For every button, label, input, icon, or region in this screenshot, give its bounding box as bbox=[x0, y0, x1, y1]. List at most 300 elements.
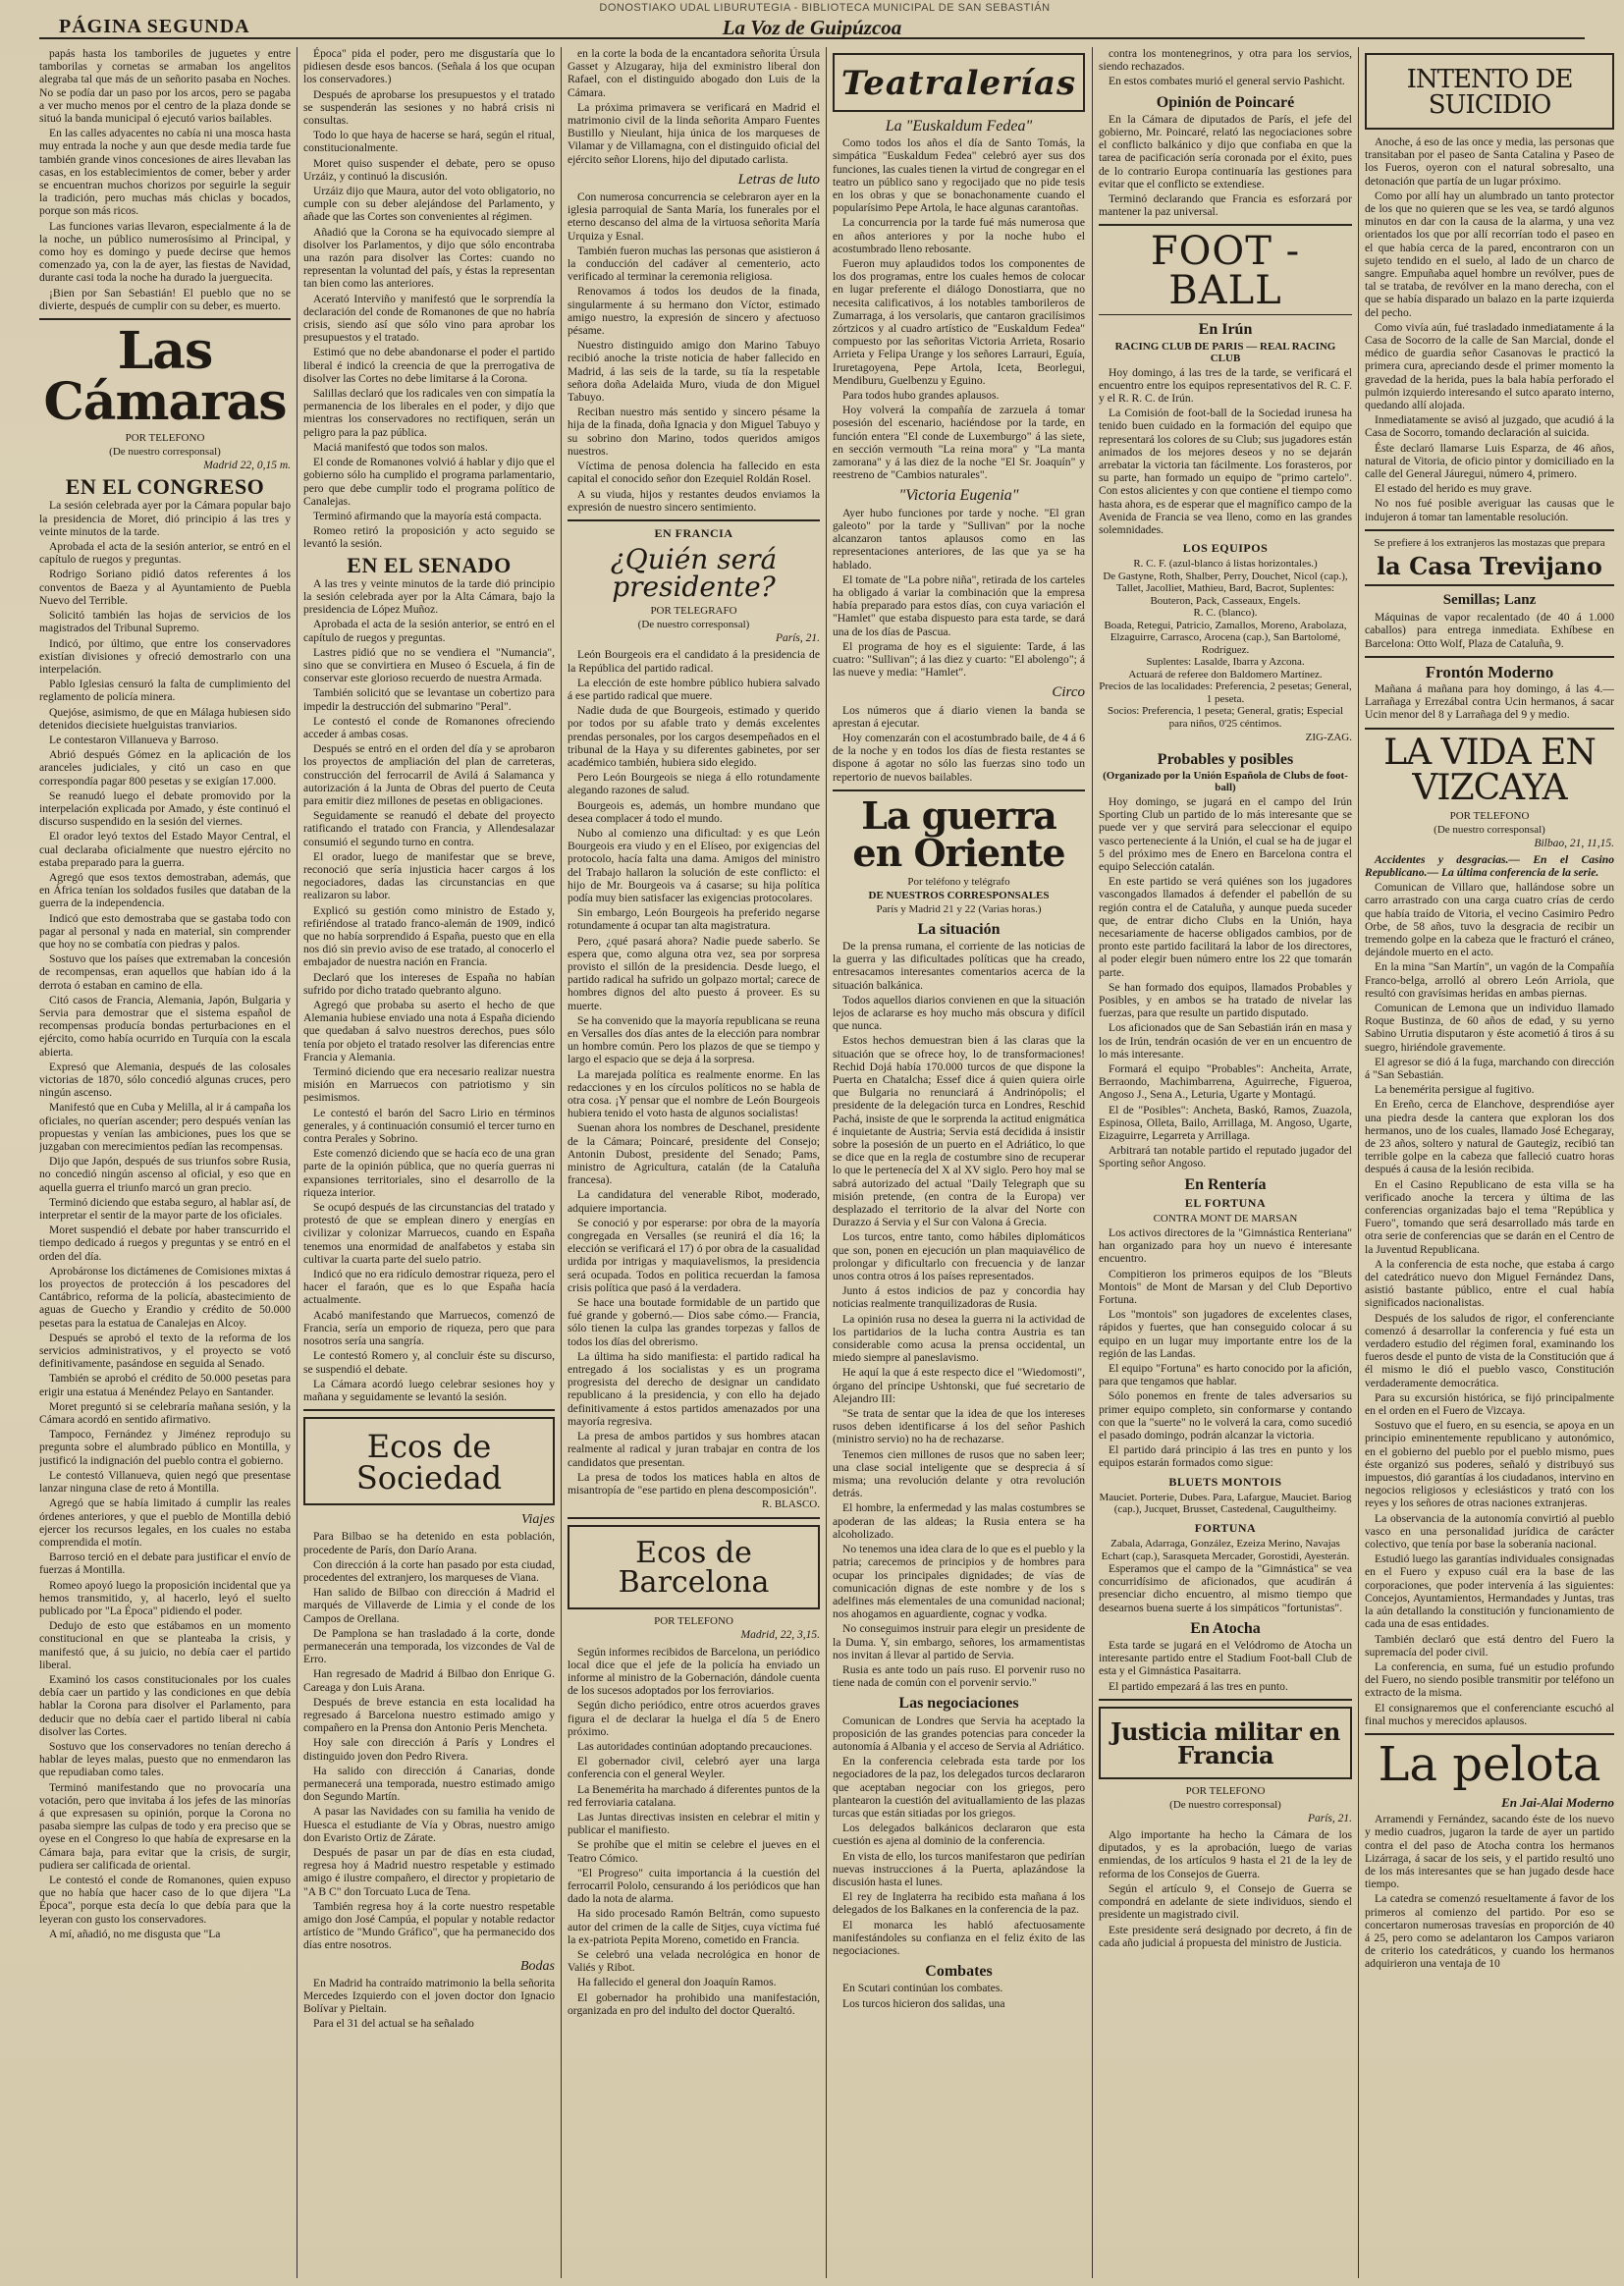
paragraph: Este presidente será designado por decreto, á fin de cada año judicial á propuesta del ministro de Justicia. bbox=[1099, 1923, 1352, 1949]
dateline: Madrid, 22, 3,15. bbox=[740, 1629, 820, 1642]
paragraph: El de "Posibles": Ancheta, Baskó, Ramos, Zuazola, Espinosa, Olleta, Bailo, Arrillaga, M. Angoso, Ugarte, Eizaguirre, Legarreta y Arrillaga. bbox=[1099, 1103, 1352, 1142]
paragraph: Los delegados balkánicos declararon que esta cuestión es ajena al dominio de la conferencia. bbox=[833, 1822, 1085, 1848]
paragraph: En Ereño, cerca de Elanchove, desprendióse ayer una piedra desde la cantera que exploran los dos hermanos, uno de los cuales, llamado José Echegaray, de 23 años, soltero y natural de Gautegiz, recibió tan terrible golpe en la cabeza que falleció cuatro horas después á causa de la lesión recibida. bbox=[1365, 1098, 1614, 1176]
paragraph: Según el artículo 9, el Consejo de Guerra se compondrá en adelante de siete individuos, siendo el presidente un magistrado civil. bbox=[1099, 1881, 1352, 1922]
paragraph: El agresor se dió á la fuga, marchando con dirección á "San Sebastián. bbox=[1365, 1055, 1614, 1081]
paragraph: Añadió que la Corona se ha equivocado siempre al disolver los Parlamentos, y dijo que sólo encontraba una razón para disolver las Cortes: cuando no representan la voluntad del país, y éstas la representan tan bien como las anteriores. bbox=[303, 225, 555, 291]
renteria-end bbox=[1099, 1562, 1352, 1614]
por-telefono: POR TELEFONO bbox=[125, 432, 205, 445]
bleuts-heading: BLUETS MONTOIS bbox=[1168, 1474, 1282, 1489]
paragraph: La sesión celebrada ayer por la Cámara popular bajo la presidencia de Moret, dió principio á las tres y veinte minutos de la tarde. bbox=[39, 499, 291, 538]
ecos-sociedad-box bbox=[303, 1417, 555, 1505]
paragraph: Examinó los casos constitucionales por los cuales debía caer un partido y las condiciones en que debía hablar la Corona para disolver el Parlamento, para deducir que no debía caer el partido liberal ni cabía disolver las Cortes. bbox=[39, 1672, 291, 1738]
separator bbox=[303, 1409, 555, 1411]
justicia-box bbox=[1099, 1707, 1352, 1779]
paragraph: La presa de todos los matices habla en altos de misantropía de "ese partido en plena descomposición". bbox=[568, 1470, 820, 1497]
paragraph: Todos aquellos diarios convienen en que la situación lejos de aclararse es hoy mucho más obscura y difícil que nunca. bbox=[833, 993, 1085, 1033]
luto-article bbox=[568, 190, 820, 514]
paragraph: En las calles adyacentes no cabía ni una mosca hasta muy entrada la noche y aun que desde media tarde fue también grande vinos concesiones de aires llevaban las casas, en los establecimientos de comer, beber y arder se encuentran muchos chorizos por seguirle la seguir la tradición, pero muchas más chiclas y bocados, porque son más ricos. bbox=[39, 127, 291, 218]
situacion-heading: La situación bbox=[917, 920, 1001, 938]
column-2 bbox=[303, 47, 555, 2276]
paragraph: El programa de hoy es el siguiente: Tarde, á las cuatro: "Sullivan"; á las diez y cuarto: "El abolengo"; á las nueve y media: "Hamlet". bbox=[833, 639, 1085, 680]
separator bbox=[1365, 529, 1614, 531]
paragraph: A mí, añadió, no me disgusta que "La bbox=[49, 1927, 221, 1940]
paragraph: Hoy domingo, se jugará en el campo del Irún Sporting Club un partido de lo más interesante que se puede ver y que servirá para seleccionar el equipo vasco perteneciente á la Unión, el cual se ha de jugar el 5 del próximo mes de Enero en Barcelona contra el equipo Selección catalán. bbox=[1099, 794, 1352, 873]
paragraph: También fueron muchas las personas que asistieron á la conducción del cadáver al cementerio, acto verificado al terminar la ceremonia religiosa. bbox=[568, 244, 820, 284]
paragraph: Esperamos que el campo de la "Gimnástica" se vea concurridísimo de aficionados, que acudirán á presenciar dicho encuentro, al mismo tiempo que desearnos buena suerte á los simpáticos "fortunistas". bbox=[1099, 1562, 1352, 1614]
newspaper-name: La Voz de Guipúzcoa bbox=[722, 16, 902, 39]
paragraph: Tampoco, Fernández y Jiménez reprodujo su pregunta sobre el alumbrado público en Montilla, y justificó la indignación del pueblo contra el gobierno. bbox=[39, 1428, 291, 1467]
paragraph: R. C. F. (azul-blanco á listas horizontales.) bbox=[1133, 558, 1318, 571]
paragraph: Indicó que no era ridículo demostrar riqueza, pero el hacer el faraón, que es lo que España hacía actualmente. bbox=[303, 1268, 555, 1307]
teatralerias-title: Teatralerías bbox=[840, 64, 1077, 103]
paragraph: Hoy comenzarán con el acostumbrado baile, de 4 á 6 de la noche y en todos los días de fiesta restantes se dispone á agotar no sólo las fuerzas sino todo un repertorio de nuevos bailables. bbox=[833, 731, 1085, 784]
paragraph: La marejada política es realmente enorme. En las redacciones y en los círculos políticos no se habla de otra cosa. ¡Y pensar que el nombre de León Bourgeois hubiera tenido el voto hasta de algunos socialistas! bbox=[568, 1067, 820, 1120]
signature: ZIG-ZAG. bbox=[1305, 732, 1352, 744]
renteria-heading: En Rentería bbox=[1184, 1175, 1267, 1193]
paragraph: Moret preguntó si se celebraría mañana sesión, y la Cámara acordó en sentido afirmativo. bbox=[39, 1399, 291, 1427]
por-telefono: POR TELEFONO bbox=[1449, 809, 1530, 822]
justicia-title: Justicia militar en Francia bbox=[1110, 1716, 1340, 1769]
paragraph: Como por allí hay un alumbrado un tanto protector de los que no quieren que se les vea, se tardó algunos minutos en dar con la causa de la alarma, y una vez orientados los que por allí recorrían todo el paseo en el que había cerca de la pared, encontraron con un sujeto tendido en el suelo, al lado de un charco de sangre. Empuñaba aquel hombre un revólver, pues de tal se trataba, de revólver en la mano derecha, con el que se había disparado un balazo en la parte izquierda del pecho. bbox=[1365, 189, 1614, 319]
paragraph: Pero León Bourgeois se niega á ello rotundamente alegando razones de salud. bbox=[568, 771, 820, 797]
poincare-heading: Opinión de Poincaré bbox=[1156, 93, 1295, 111]
paragraph: El tomate de "La pobre niña", retirada de los carteles ha obligado á variar la combinación que la empresa había preparado para estos días, con cuya variación el "Hamlet" que estaba dispuesto para esta tarde, se dará una de los días de Pascua. bbox=[833, 572, 1085, 638]
por-telefono: POR TELEFONO bbox=[1185, 1784, 1266, 1797]
paragraph: Se hace una boutade formidable de un partido que fué grande y gobernó.— Dios sabe cómo.— Francia, sólo tienen la culpa las grandes torpezas y fallos de todos los días del obrerismo. bbox=[568, 1296, 820, 1348]
senado-title: EN EL SENADO bbox=[347, 552, 512, 577]
paragraph: Se prohíbe que el mitin se celebre el jueves en el Teatro Cómico. bbox=[568, 1838, 820, 1865]
paragraph: Se ocupó después de las circunstancias del tratado y protestó de que se emplean dinero y energías en civilizar y colonizar Marruecos, cuando en España tenemos una enormidad de analfabetos y estaba sin cultivar la cuarta parte del suelo patrio. bbox=[303, 1201, 555, 1266]
congreso-article bbox=[39, 499, 291, 1940]
paragraph: Formará el equipo "Probables": Ancheita, Arrate, Berraondo, Machimbarrena, Aguirreche, Figueroa, Angoso J., Sena A., Leturia, Ugarte y Montagú. bbox=[1099, 1061, 1352, 1102]
paragraph: Arramendi y Fernández, sacando éste de los nuevo y medio cuadros, jugaron la tarde de ayer un partido contra el del paso de Atocha contra los hermanos Lizárraga, á sacar de los seis, y el partido resultó uno de los más interesantes que se han jugado desde hace tiempo. bbox=[1365, 1813, 1614, 1891]
dateline: París, 21. bbox=[1307, 1812, 1352, 1824]
paragraph: Algo importante ha hecho la Cámara de los diputados, y es la aprobación, luego de varias enmiendas, de los artículos 9 hasta el 21 de la ley de reforma de los Consejos de Guerra. bbox=[1099, 1828, 1352, 1880]
paragraph: El hombre, la enfermedad y las malas costumbres se apoderan de las aldeas; la Rusia entera se ha alcoholizado. bbox=[833, 1501, 1085, 1541]
paragraph: El equipo "Fortuna" es harto conocido por la afición, para que tengamos que hablar. bbox=[1099, 1362, 1352, 1388]
column-rule bbox=[826, 47, 827, 2278]
paragraph: En vista de ello, los turcos manifestaron que pedirían nuevas instrucciones á la Puerta, aplazándose la discusión hasta el lunes. bbox=[833, 1849, 1085, 1888]
paragraph: Éste declaró llamarse Luis Esparza, de 46 años, natural de Vitoria, de oficio pintor y domiciliado en la calle del General Jáuregui, número 4, primero. bbox=[1365, 441, 1614, 481]
congreso-title: EN EL CONGRESO bbox=[65, 474, 265, 500]
paragraph: Suplentes: Lasalde, Ibarra y Azcona. bbox=[1146, 656, 1305, 669]
paragraph: El orador, luego de manifestar que se breve, reconoció que sería injusticia hacer cargos á los negociadores, dadas las circunstancias en que realizaron su labor. bbox=[303, 849, 555, 902]
paragraph: La benemérita persigue al fugitivo. bbox=[1375, 1083, 1535, 1097]
dateline: París, 21. bbox=[775, 632, 820, 645]
paragraph: También declaró que está dentro del Fuero la supremacía del poder civil. bbox=[1365, 1632, 1614, 1659]
paragraph: El orador leyó textos del Estado Mayor Central, el cual declaraba oficialmente que nuestro ejército no estaba preparado para la guerra. bbox=[39, 830, 291, 869]
paragraph: La conferencia, en suma, fué un estudio profundo del Fuero, no siendo posible transmitir por teléfono un extracto de la misma. bbox=[1365, 1660, 1614, 1700]
por-telegrafo: POR TELEGRAFO bbox=[650, 605, 737, 618]
paragraph: Se ha convenido que la mayoría republicana se reuna en Versalles dos días antes de la elección para nombrar un hombre común. Pero los plazos de que se tiempo y largo el espacio que se deja á la sorpresa. bbox=[568, 1013, 820, 1066]
paragraph: Con numerosa concurrencia se celebraron ayer en la iglesia parroquial de Santa María, los funerales por el eterno descanso del alma de la virtuosa señorita María Urquiza y Esnal. bbox=[568, 190, 820, 243]
paragraph: Fueron muy aplaudidos todos los componentes de los dos programas, entre los cuales hemos de colocar en lugar preferente el diálogo Donostiarra, que no necesita calificativos, á los notables tamborileros de Zumarraga, á los versolaris, que cantaron gracilísimos zórtzicos y al cuadro artístico de "Euskaldum Fedea" compuesto por las señoritas Victoria Arrieta, Rosario Arrieta y Felipa Urange y los señores Larrauri, Eguía, Iruretagoyena, Pepe Artola, Iceta, Beorlegui, Mendiburu, Guelbenzu y Eguino. bbox=[833, 257, 1085, 387]
paragraph: en la corte la boda de la encantadora señorita Úrsula Gasset y Alzugaray, hija del exministro liberal don Rafael, con el distinguido abogado don Luis de la Cámara. bbox=[568, 47, 820, 99]
equipos-heading: LOS EQUIPOS bbox=[1182, 541, 1269, 556]
separator bbox=[39, 318, 291, 320]
paragraph: Nuestro distinguido amigo don Marino Tabuyo recibió anoche la triste noticia de haber fallecido en Madrid, á las seis de la tarde, su tía la respetable señora doña Adelaida Muro, viuda de don Miguel Tabuyo. bbox=[568, 339, 820, 405]
paragraph: Este comenzó diciendo que se hacía eco de una gran parte de la opinión pública, que no quería guerras ni expansiones territoriales, sino el desarrollo de la riqueza interior. bbox=[303, 1147, 555, 1199]
por-telefono: POR TELEFONO bbox=[654, 1615, 733, 1628]
column-1 bbox=[39, 47, 291, 2276]
paragraph: Las Juntas directivas insisten en celebrar el mitin y publicar el manifiesto. bbox=[568, 1810, 820, 1837]
corresponsal-note: (De nuestro corresponsal) bbox=[1434, 823, 1545, 836]
paragraph: El monarca les habló afectuosamente manifestándoles su confianza en el feliz éxito de las negociaciones. bbox=[833, 1918, 1085, 1957]
trevijano-title: la Casa Trevijano bbox=[1377, 551, 1602, 580]
paragraph: Nubo al comienzo una dificultad: y es que León Bourgeois era viudo y en el Elíseo, por exigencias del protocolo, hacía falta una dama. Amigos del ministro del Trabajo hallaron la solución de este conflicto: el hijo de Mr. Bourgeois va á casarse; su hija política podía muy bien satisfacer las exigencias protocolares. bbox=[568, 826, 820, 904]
paragraph: Ayer hubo funciones por tarde y noche. "El gran galeoto" por la tarde y "Sullivan" por la noche alcanzaron tantos aplausos como en las representaciones anteriores, de las que ya se ha hablado. bbox=[833, 506, 1085, 572]
paragraph: Los números que á diario vienen la banda se aprestan á ejecutar. bbox=[833, 703, 1085, 730]
separator bbox=[1365, 656, 1614, 658]
viajes-article bbox=[303, 1530, 555, 1951]
paragraph: No nos fué posible averiguar las causas que le indujeron á tomar tan lamentable resolución. bbox=[1365, 497, 1614, 523]
paragraph: No conseguimos instruir para elegir un presidente de la Duma. Y, sin embargo, señores, los armamentistas nos invitan á llevar al partido de Servia. bbox=[833, 1622, 1085, 1661]
paragraph: Acabó manifestando que Marruecos, comenzó de Francia, sería un emporio de riqueza, pero que para nosotros sería una sangría. bbox=[303, 1308, 555, 1348]
renteria-article bbox=[1099, 1226, 1352, 1470]
paragraph: Estos hechos demuestran bien á las claras que la situación que se ofrece hoy, lo de transformaciones! Rechid Dojá había 170.000 turcos de que dispone la Puerta en Chatalcha; Essef dice á quien quiera oirle que Bulgaria no renunciará á Andrinópolis; el presidente de la delegación turca en Londres, Reschid Pachá, insiste de que le sorprenda la actitud enigmática é inquietante de Austria; Servia está decidida á insistir sobre la posesión de un puerto en el Adriático, lo que se dice que en la regla de costumbre sino de recuperar lo que le pertenecía del X al XV siglo. Pero hoy mal se sabrá autorizado del actual "Daily Telegraph que su misión pretende, (en contra de la Europa) ver desplazado el territorio de la alvar del Norte con Durazzo á Servia y el Sur con Valona á Grecia. bbox=[833, 1034, 1085, 1229]
paragraph: Rodrigo Soriano pidió datos referentes á los conventos de Baeza y al Ayuntamiento de Puebla Nuevo del Terrible. bbox=[39, 568, 291, 607]
paragraph: También solicitó que se levantase un cobertizo para impedir la destrucción del submarino "Peral". bbox=[303, 686, 555, 713]
paragraph: Explicó su gestión como ministro de Estado y, refiriéndose al tratado franco-alemán de 1909, indicó que no había sorprendido á España, puesto que en ella nos dió sin previo aviso de ese tratado, al conocerlo el embajador de nuestra nación en Francia. bbox=[303, 903, 555, 969]
paragraph: Dijo que Japón, después de sus triunfos sobre Rusia, no concedió ningún ascenso al oficial, y eso que en aquella guerra el triunfo marcó un gran precio. bbox=[39, 1155, 291, 1194]
paragraph: En el Casino Republicano de esta villa se ha verificado anoche la tercera y última de las conferencias organizadas bajo el tema "República y Fuero", tomando que será desarrollado más tarde en otra serie de conferencias que se darán en el Centro de la Juventud Republicana. bbox=[1365, 1177, 1614, 1256]
bodas-article bbox=[303, 1977, 555, 2031]
barcelona-article bbox=[568, 1646, 820, 2017]
separator bbox=[1365, 1733, 1614, 1735]
equipos-list bbox=[1099, 558, 1352, 730]
paragraph: La presa de ambos partidos y sus hombres atacan realmente al radical y juran trabajar en contra de los candidatos que presentan. bbox=[568, 1430, 820, 1469]
negociaciones-heading: Las negociaciones bbox=[898, 1695, 1019, 1713]
paragraph: León Bourgeois era el candidato á la presidencia de la República del partido radical. bbox=[568, 648, 820, 675]
poincare-article bbox=[1099, 113, 1352, 219]
paragraph: Para todos hubo grandes aplausos. bbox=[842, 389, 1000, 403]
paragraph: Agregó que esos textos demostraban, además, que en África tenían los soldados fusiles que databan de la guerra de la independencia. bbox=[39, 870, 291, 910]
paragraph: Se reanudó luego el debate promovido por la interpelación explicada por Amado, y éste continuó el discurso suspendido en la sesión del viernes. bbox=[39, 789, 291, 829]
paragraph: En la mina "San Martín", un vagón de la Compañía Franco-belga, arrolló al obrero León Arriola, que resultó con gravísimas heridas en ambas piernas. bbox=[1365, 960, 1614, 1000]
paragraph: Romeo apoyó luego la proposición incidental que ya hemos transmitido, y, al hacerlo, leyó el suelto publicado por "La Época" pidiendo el poder. bbox=[39, 1578, 291, 1617]
bodas-continued bbox=[568, 47, 820, 166]
probables-article bbox=[1099, 795, 1352, 1170]
paragraph: Nadie duda de que Bourgeois, estimado y querido por todos por su afable trato y demás excelentes prendas personales, por los cargos desempeñados en el tribunal de la Haya y su diferentes gabinetes, por ser académico también, hubiera sido elegido. bbox=[568, 704, 820, 769]
atocha-article bbox=[1099, 1639, 1352, 1693]
paragraph: No tenemos una idea clara de lo que es el pueblo y la patria; carecemos de principios y de hombres para ocupar los principales dignidades; de vías de comunicación dignas de este nombre y de los s adelfines más elementales de una comunidad nacional; nos ahogamos en aguardiente, cognac y vodka. bbox=[833, 1543, 1085, 1621]
paragraph: Le contestó Villanueva, quien negó que presentase lanzar ninguna clase de reto á Montilla. bbox=[39, 1468, 291, 1496]
paragraph: Para su excursión histórica, se fijó principalmente en el orden en el Fuero de Vizcaya. bbox=[1365, 1390, 1614, 1418]
paragraph: Esta tarde se jugará en el Velódromo de Atocha un interesante partido entre el Stadium Foot-ball Club de esta y el Gimnástica Pasaitarra. bbox=[1099, 1639, 1352, 1678]
paragraph: De Pamplona se han trasladado á la corte, donde permanecerán una temporada, los vizcondes de Val de Erro. bbox=[303, 1626, 555, 1666]
paragraph: Anoche, á eso de las once y media, las personas que transitaban por el paseo de Santa Catalina y Paseo de los Fueros, oyeron con el natural sobresalto, una detonación que partía de un lugar próximo. bbox=[1365, 136, 1614, 188]
paragraph: De la prensa rumana, el corriente de las noticias de la guerra y las dificultades políticas que ha creado, entresacamos interesantes comentarios acerca de la situación balkánica. bbox=[833, 939, 1085, 992]
paragraph: Los aficionados que de San Sebastián irán en masa y los de Irún, tendrán ocasión de ver en un encuentro de lo más interesante. bbox=[1099, 1021, 1352, 1061]
barcelona-box bbox=[568, 1525, 820, 1609]
francia-heading: EN FRANCIA bbox=[654, 525, 733, 540]
paragraph: Arbitrará tan notable partido el reputado jugador del Sporting señor Angoso. bbox=[1099, 1144, 1352, 1170]
vizcaya-lead: Accidentes y desgracias.— En el Casino Republicano.— La última conferencia de la serie. bbox=[1365, 852, 1614, 879]
column-rule bbox=[297, 47, 298, 2278]
paragraph: Renovamos á todos los deudos de la finada, singularmente á su hermano don Víctor, estimado amigo nuestro, la expresión de sincero y afectuoso pésame. bbox=[568, 285, 820, 338]
paragraph: Moret suspendió el debate por haber transcurrido el tiempo dedicado á ruegos y preguntas y se entró en el orden del día. bbox=[39, 1224, 291, 1263]
paragraph: La observancia de la autonomía convirtió al pueblo vasco en una personalidad jurídica de carácter colectivo, que tenía por base la soberanía nacional. bbox=[1365, 1511, 1614, 1551]
paragraph: Se celebró una velada necrológica en honor de Valiés y Ribot. bbox=[568, 1947, 820, 1975]
barcelona-title: Ecos de Barcelona bbox=[618, 1536, 770, 1601]
paragraph: Romeo retiró la proposición y acto seguido se levantó la sesión. bbox=[303, 524, 555, 551]
justicia-article bbox=[1099, 1828, 1352, 1949]
corresponsal-note: (De nuestro corresponsal) bbox=[109, 446, 221, 459]
paragraph: Abrió después Gómez en la aplicación de los aranceles judiciales, y citó un caso en que correspondía pagar 800 pesetas y se exigían 17.000. bbox=[39, 748, 291, 788]
paragraph: Terminó afirmando que la mayoría está compacta. bbox=[313, 509, 542, 522]
paragraph: contra los montenegrinos, y otra para los servios, siendo rechazados. bbox=[1099, 47, 1352, 74]
paragraph: La Benemérita ha marchado á diferentes puntos de la red ferroviaria catalana. bbox=[568, 1782, 820, 1809]
paragraph: Actuará de referee don Baldomero Martínez. bbox=[1128, 668, 1323, 680]
paragraph: Los turcos, entre tanto, como hábiles diplomáticos que son, ponen en ejecución un plan maquiavélico de prolongar y dificultarlo con frecuencia y de lanzar unos contra otros á los países representados. bbox=[833, 1230, 1085, 1283]
paragraph: Las autoridades continúan adoptando precauciones. bbox=[577, 1739, 813, 1753]
paragraph: Sólo ponemos en frente de tales adversarios su primer equipo completo, sin conformarse y contando con que la "suerte" no le volverá la cara, como sucedió el pasado domingo, podrán alcanzar la victoria. bbox=[1099, 1389, 1352, 1442]
paragraph: Dedujo de esto que estábamos en un momento constitucional en que se planteaba la crisis, y manifestó que, á su juicio, no debía caer el partido liberal. bbox=[39, 1619, 291, 1671]
vizcaya-article bbox=[1365, 881, 1614, 1727]
situacion-article bbox=[833, 940, 1085, 1689]
separator bbox=[568, 1517, 820, 1519]
fronton-article: Mañana á mañana para hoy domingo, á las 4.—Larrañaga y Errezábal contra Ucin hermanos, á sacar Ucin menor del 8 y Larrañaga del 9 y medio. bbox=[1365, 681, 1614, 722]
paragraph: Declaró que los intereses de España no habían sufrido por dicho tratado quebranto alguno. bbox=[303, 970, 555, 997]
paragraph: Con dirección á la corte han pasado por esta ciudad, procedentes del extranjero, los marqueses de Viana. bbox=[303, 1557, 555, 1584]
paragraph: Comunican de Londres que Servia ha aceptado la proposición de las grandes potencias para conceder la autonomía á Albania y el acceso de Servia al Adriático. bbox=[833, 1714, 1085, 1753]
semillas-heading: Semillas; Lanz bbox=[1442, 591, 1537, 608]
irun-match: RACING CLUB DE PARIS — REAL RACING CLUB bbox=[1114, 340, 1336, 364]
paragraph: Agregó que se había limitado á cumplir las reales órdenes anteriores, y que el pueblo de Montilla debió ejercer los recursos legales, en los cuales no estaba comprendida el motín. bbox=[39, 1497, 291, 1549]
paragraph: Se conoció y por esperarse: por obra de la mayoría congregada en Versalles (se reunirá el día 16; la elección se verificará el 17) ó por obra de la casualidad urdida por intrigas y maquiavelismos, la presidencia será ocupada. Todos en politica recuerdan la famosa crisis política que pasó á la verdadera. bbox=[568, 1216, 820, 1294]
dateline: Madrid 22, 0,15 m. bbox=[203, 460, 291, 472]
paragraph: El consignaremos que el conferenciante escuchó al final muchos y merecidos aplausos. bbox=[1365, 1701, 1614, 1727]
column-3 bbox=[568, 47, 820, 2276]
probables-kicker: (Organizado por la Unión Española de Clubs de foot-ball) bbox=[1103, 769, 1348, 793]
paragraph: "Se trata de sentar que la idea de que los intereses rusos deben identificarse á los del señor Pashich (ministro servio) no ha de rechazarse. bbox=[833, 1407, 1085, 1446]
separator bbox=[833, 789, 1085, 791]
paragraph: Han salido de Bilbao con dirección á Madrid el marqués de Villaverde de Limia y el conde de los Campos de Orellana. bbox=[303, 1586, 555, 1625]
paragraph: Después de los saludos de rigor, el conferenciante comenzó á desarrollar la conferencia y fué esta un verdadero estudio del régimen foral, examinando los fueros desde el punto de vista de la Constitución que á él mismo le dió el pueblo vasco, Constitución verdaderamente democrática. bbox=[1365, 1311, 1614, 1389]
paragraph: Le contestaron Villanueva y Barroso. bbox=[49, 733, 219, 746]
paragraph: Citó casos de Francia, Alemania, Japón, Bulgaria y Servia para demostrar que el sistema español de recompensas producía bondas perturbaciones en el ejército, como había ocurrido en Turquía con la escala abierta. bbox=[39, 993, 291, 1059]
paragraph: Tenemos cien millones de rusos que no saben leer; una clase social inteligente que se desprecia á sí misma; una revolución delante y otra revolución detrás. bbox=[833, 1447, 1085, 1500]
circo-article bbox=[833, 704, 1085, 784]
paragraph: Todo lo que haya de hacerse se hará, según el ritual, constitucionalmente. bbox=[303, 129, 555, 155]
paragraph: Ha salido con dirección á Canarias, donde permanecerá una temporada, nuestro estimado amigo don Segundo Martín. bbox=[303, 1764, 555, 1804]
paragraph: Solicitó también las hojas de servicios de los magistrados del Tribunal Supremo. bbox=[39, 609, 291, 635]
paragraph: En la conferencia celebrada esta tarde por los negociadores de la paz, los delegados turcos declararon que aceptaban negociar con los griegos, pero plantearon la cuestión del avituallamiento de las plazas turcas que están sitiadas por los griegos. bbox=[833, 1755, 1085, 1820]
circo-heading: Circo bbox=[1052, 684, 1085, 701]
paragraph: Aprobáronse los dictámenes de Comisiones mixtas á los proyectos de protección á los pescadores del Cantábrico, reforma de la policía, abastecimiento de aguas de Guecho y Erandio y crédito de 50.000 pesetas para la estatua de Canalejas en Alcoy. bbox=[39, 1264, 291, 1330]
paragraph: En estos combates murió el general servio Pashicht. bbox=[1109, 75, 1345, 88]
paragraph: La concurrencia por la tarde fué más numerosa que en años anteriores y por la noche hubo el acostumbrado lleno rebosante. bbox=[833, 216, 1085, 255]
paragraph: En la Cámara de diputados de París, el jefe del gobierno, Mr. Poincaré, relató las negociaciones sobre el conflicto balkánico y dijo que confiaba en que la tarea de pacificación sería coronada por el éxito, pues de lo contrario Europa continuaría las gestiones para evitar que el conflicto se extendiese. bbox=[1099, 112, 1352, 190]
paragraph: Indicó, por último, que entre los conservadores existían divisiones y ofreció demostrarlo con una interpelación. bbox=[39, 636, 291, 676]
paragraph: Para el 31 del actual se ha señalado bbox=[313, 2017, 474, 2031]
paragraph: Se han formado dos equipos, llamados Probables y Posibles, y en ambos se ha tratado de nivelar las fuerzas, para que resulte un partido disputado. bbox=[1099, 980, 1352, 1020]
paragraph: Sin embargo, León Bourgeois ha preferido negarse rotundamente á ocupar tan alta magistratura. bbox=[568, 906, 820, 933]
football-title: FOOT - BALL bbox=[1150, 229, 1301, 314]
corresponsal-note: (De nuestro corresponsal) bbox=[1169, 1798, 1281, 1811]
paragraph: Los "montois" son jugadores de excelentes clases, rápidos y fuertes, que han conseguido colocar á su equipo en un lugar muy importante entre los de la región de las Landas. bbox=[1099, 1308, 1352, 1360]
guerra-title: La guerra en Oriente bbox=[852, 792, 1065, 875]
paragraph: Como todos los años el día de Santo Tomás, la simpática "Euskaldum Fedea" celebró ayer sus dos funciones, las cuales tienen la virtud de congregar en el teatro un público sano y regocijado que no pide tesis en los obras y que se bonachonamente cuando el popularísimo Pepe Artola, le hace algunas carantoñas. bbox=[833, 136, 1085, 215]
paragraph: Sostuvo que los países que extremaban la concesión de recompensas, eran aquellos que habían ido á la derrota ó estaban en camino de ella. bbox=[39, 952, 291, 992]
paragraph: Junto á estos indicios de paz y concordia hay noticias realmente tranquilizadoras de Rusia. bbox=[833, 1284, 1085, 1311]
paragraph: La última ha sido manifiesta: el partido radical ha entregado á los socialistas y es un programa progresista del derecho de designar un candidato republicano á la presidencia, y con ello ha dejado definitivamente á estos partidos amenazados por una mayoría regresiva. bbox=[568, 1349, 820, 1428]
paragraph: Terminó declarando que Francia es esforzará por mantener la paz universal. bbox=[1099, 192, 1352, 219]
paragraph: Época" pida el poder, pero me disgustaría que lo pidiesen desde esos bancos. (Señala á los que ocupan los conservadores.) bbox=[303, 47, 555, 86]
library-watermark: DONOSTIAKO UDAL LIBURUTEGIA - BIBLIOTECA MUNICIPAL DE SAN SEBASTIÁN bbox=[599, 2, 1051, 14]
paragraph: Indicó que esto demostraba que se gastaba todo con pagar al personal y nada en material, sin comprender que hoy no se combatía con piedras y palos. bbox=[39, 911, 291, 951]
paragraph: Le contestó Romero y, al concluir éste su discurso, se suspendió el debate. bbox=[303, 1349, 555, 1376]
paragraph: El conde de Romanones volvió á hablar y dijo que el gobierno sólo ha cumplido el programa parlamentario, pero que debe cumplir todo el programa político de Canalejas. bbox=[303, 456, 555, 508]
atocha-heading: En Atocha bbox=[1190, 1619, 1261, 1637]
paragraph: También regresa hoy á la corte nuestro respetable amigo don José Campúa, el popular y notable redactor artístico de "Mundo Gráfico", que ha permanecido dos días entre nosotros. bbox=[303, 1899, 555, 1952]
congreso-continued bbox=[303, 47, 555, 551]
paragraph: Reciban nuestro más sentido y sincero pésame la hija de la finada, doña Ignacia y don Miguel Tabuyo y su sobrino don Marino, todos queridos amigos nuestros. bbox=[568, 406, 820, 458]
presidente-title: ¿Quién será presidente? bbox=[610, 543, 778, 604]
column-6 bbox=[1365, 47, 1614, 2276]
teatralerias-box bbox=[833, 53, 1085, 112]
paragraph: El gobernador civil, celebró ayer una larga conferencia con el general Weyler. bbox=[568, 1755, 820, 1781]
fortuna-team-heading: FORTUNA bbox=[1194, 1520, 1257, 1535]
separator bbox=[568, 519, 820, 521]
semillas-ad: Máquinas de vapor recalentado (de 40 á 1.000 caballos) para entrega inmediata. Exhíbese en Barcelona: Otto Wolf, Plaza de Cataluña, 9. bbox=[1365, 611, 1614, 650]
paragraph: Según informes recibidos de Barcelona, un periódico local dice que el jefe de la policía ha enviado un informe al ministro de la Gobernación, dándole cuenta de los sucesos adoptados por los ferroviarios. bbox=[568, 1645, 820, 1698]
paragraph: Según dicho periódico, entre otros acuerdos graves figura el de declarar la huelga el día 5 de Enero próximo. bbox=[568, 1699, 820, 1738]
fortuna-sub: CONTRA MONT DE MARSAN bbox=[1153, 1212, 1298, 1225]
fronton-heading: Frontón Moderno bbox=[1425, 662, 1554, 681]
combates-heading: Combates bbox=[925, 1963, 993, 1981]
paragraph: Han regresado de Madrid á Bilbao don Enrique G. Careaga y don Luis Arana. bbox=[303, 1667, 555, 1694]
paragraph: Después de pasar un par de días en esta ciudad, regresa hoy á Madrid nuestro respetable y estimado amigo é ilustre compañero, el director y propietario de "A B C" don Torcuato Luca de Tena. bbox=[303, 1845, 555, 1898]
paragraph: Socios: Preferencia, 1 peseta; General, gratis; Especial para niños, 0'25 céntimos. bbox=[1107, 705, 1344, 730]
paragraph: "El Progreso" cuita importancia á la cuestión del ferrocarril Pololo, censurando á los periódicos que han dado la nota de alarma. bbox=[568, 1866, 820, 1906]
paragraph: Precios de las localidades: Preferencia, 2 pesetas; General, 1 peseta. bbox=[1099, 680, 1352, 705]
fortuna-heading: EL FORTUNA bbox=[1184, 1195, 1267, 1210]
paragraph: A pasar las Navidades con su familia ha venido de Huesca el estudiante de Vía y Obras, nuestro amigo don Evaristo Ortiz de Zárate. bbox=[303, 1805, 555, 1844]
paragraph: Después de aprobarse los presupuestos y el tratado se suspenderán las sesiones y no habrá crisis ni consultas. bbox=[303, 87, 555, 128]
euskaldum-article bbox=[833, 136, 1085, 481]
separator bbox=[1365, 584, 1614, 586]
column-rule bbox=[1092, 47, 1093, 2278]
paragraph: Terminó diciendo que era necesario realizar nuestra misión en Marruecos con patriotismo y sin pesimismos. bbox=[303, 1065, 555, 1105]
paragraph: Seguidamente se reanudó el debate del proyecto ratificando el tratado con Francia, y Allendesalazar consumió el segundo turno en contra. bbox=[303, 809, 555, 848]
paragraph: En este partido se verá quiénes son los jugadores vascongados llamados á defender el pabellón de su región contra el de Cataluña, y aunque pueda suceder que, de entrar dicho Clubs en la Unión, haya necesariamente de hacerse obligados cambios, por de pronto este partido facilitará la labor de los directores, al poder elegir buen número entre los 22 que tomarán parte. bbox=[1099, 875, 1352, 979]
viajes-heading: Viajes bbox=[521, 1512, 555, 1528]
paragraph: Hoy domingo, á las tres de la tarde, se verificará el encuentro entre los equipos representativos del R. C. F. y el R. R. C. de Irún. bbox=[1099, 365, 1352, 406]
paragraph: Hoy volverá la compañía de zarzuela á tomar posesión del escenario, haciéndose por la tarde, en función entera "El conde de Luxemburgo" á las siete, en sección vermouth "La reina mora" y "La manta zamorana" y á las diez de la noche "El Sr. Joaquín" y reestreno de "Cambios naturales". bbox=[833, 404, 1085, 482]
fortuna-lineup: Zabala, Adarraga, González, Ezeiza Merino, Navajas Echart (cap.), Sarasqueta Mercader, Gorostidi, Ayesterán. bbox=[1101, 1538, 1350, 1562]
paragraph: Pablo Iglesias censuró la falta de cumplimiento del reglamento de policía minera. bbox=[39, 678, 291, 704]
luto-heading: Letras de luto bbox=[737, 171, 820, 188]
paragraph: R. C. (blanco). bbox=[1193, 607, 1258, 620]
negociaciones-article bbox=[833, 1714, 1085, 1958]
paragraph: He aquí la que á este respecto dice el "Wiedomosti", órgano del príncipe Ushtonski, que fué secretario de Alejandro III: bbox=[833, 1366, 1085, 1405]
paragraph: El partido empezará á las tres en punto. bbox=[1109, 1679, 1288, 1693]
paragraph: Rusia es ante todo un país ruso. El porvenir ruso no tiene nada de común con el porvenir servio." bbox=[833, 1662, 1085, 1690]
combates-continued bbox=[1099, 47, 1352, 88]
bodas-heading: Bodas bbox=[520, 1958, 555, 1974]
presidente-article bbox=[568, 648, 820, 1497]
probables-heading: Probables y posibles bbox=[1157, 750, 1294, 768]
paragraph: Barroso terció en el debate para justificar el envío de fuerzas á Montilla. bbox=[39, 1551, 291, 1577]
paragraph: Las funciones varias llevaron, especialmente á la de la noche, un público numerosísimo al Principal, y como hoy es domingo y puede decirse que hemos comenzado ya, con la de ayer, las fiestas de Navidad, durante casi toda la noche ha durado la juerguecita. bbox=[39, 219, 291, 285]
column-rule bbox=[1358, 47, 1359, 2278]
pelota-article bbox=[1365, 1813, 1614, 1970]
pelota-title: La pelota bbox=[1378, 1736, 1601, 1792]
suicidio-title: INTENTO DE SUICIDIO bbox=[1406, 65, 1573, 120]
paragraph: Le contestó el barón del Sacro Lirio en términos generales, y á continuación consumió el tercer turno en contra Perales y Sobrino. bbox=[303, 1106, 555, 1146]
paragraph: Estimó que no debe abandonarse el poder el partido liberal é indicó la creencia de que la prerrogativa de disolver las Cortes no debe limitarse á la Corona. bbox=[303, 346, 555, 385]
guerra-kicker: París y Madrid 21 y 22 (Varias horas.) bbox=[876, 902, 1042, 915]
signature: R. BLASCO. bbox=[762, 1498, 820, 1511]
paragraph: El partido dará principio á las tres en punto y los equipos estarán formados como sigue: bbox=[1099, 1443, 1352, 1470]
paragraph: Comunican de Villaro que, hallándose sobre un carro arrastrado con una carga cuatro crías de cerdo que había traído de Vitoria, el vecino Casimiro Pedro Orbe, de 58 años, tuvo la desgracia de recibir un tremendo golpe en la cabeza que le fracturó el cráneo, dejándole muerto en el acto. bbox=[1365, 881, 1614, 959]
paragraph: Ha fallecido el general don Joaquín Ramos. bbox=[577, 1976, 777, 1989]
paragraph: La candidatura del venerable Ribot, moderado, adquiere importancia. bbox=[568, 1188, 820, 1215]
paragraph: Después se entró en el orden del día y se aprobaron los proyectos de ampliación del plan de carreteras, construcción del ferrocarril de Avilá á Salamanca y autorización á la Junta de Obras del puerto de Ceuta para emitir diez millones de pesetas en obligaciones. bbox=[303, 742, 555, 807]
victoria-article bbox=[833, 507, 1085, 680]
paragraph: En Madrid ha contraído matrimonio la bella señorita Mercedes Izquierdo con el joven doctor don Ignacio Bolívar y Pieltain. bbox=[303, 1976, 555, 2016]
paragraph: Boada, Retegui, Patricio, Zamallos, Moreno, Arabolaza, Elzaguirre, Carrasco, Arocena (cap.), San Bartolomé, Rodríguez. bbox=[1104, 619, 1347, 656]
paragraph: Aprobada el acta de la sesión anterior, se entró en el capítulo de ruegos y preguntas. bbox=[39, 540, 291, 567]
separator bbox=[1365, 728, 1614, 730]
paragraph: Expresó que Alemania, después de las colosales victorias de 1870, sólo concedió algunas cruces, pero ningún ascenso. bbox=[39, 1060, 291, 1100]
bleuts-lineup: Mauciet. Porterie, Dubes. Para, Lafargue, Mauciet. Bariog (cap.), Jucquet, Brusset, Castedenal, Caugultheimy. bbox=[1099, 1491, 1352, 1516]
paragraph: Le contestó el conde de Romanones, quien expuso que no había que hacer caso de lo que dijera "La Época", porque esta decía lo que debía para que la leyeran con gusto los conservadores. bbox=[39, 1873, 291, 1926]
paragraph: El rey de Inglaterra ha recibido esta mañana á los delegados de los Balkanes en la conferencia de la paz. bbox=[833, 1890, 1085, 1917]
paragraph: Acerató Interviño y manifestó que le sorprendía la declaración del conde de Romanones de que no habría crisis, siendo así que sólo vino para aprobar los presupuestos y el tratado. bbox=[303, 292, 555, 345]
irun-heading: En Irún bbox=[1198, 321, 1253, 339]
paragraph: Suenan ahora los nombres de Deschanel, presidente de la Cámara; Poincaré, presidente del Consejo; Antonin Dubost, presidente del Senado; Pams, ministro de Agricultura, catalán (de la Cataluña francesa). bbox=[568, 1121, 820, 1187]
column-4 bbox=[833, 47, 1085, 2276]
paragraph: Compitieron los primeros equipos de los "Bleuts Montois" de Mont de Marsan y del Club Deportivo Fortuna. bbox=[1099, 1267, 1352, 1306]
paragraph: Hoy sale con dirección á París y Londres el distinguido joven don Pedro Rivera. bbox=[303, 1736, 555, 1763]
page-label: PÁGINA SEGUNDA bbox=[59, 16, 250, 37]
separator bbox=[1099, 1699, 1352, 1701]
paragraph: Bourgeois es, además, un hombre mundano que desea complacer á todo el mundo. bbox=[568, 798, 820, 825]
euskaldum-heading: La "Euskaldum Fedea" bbox=[885, 118, 1033, 135]
paragraph: ¡Bien por San Sebastián! El pueblo que no se divierte, después de cumplir con su deber, es muerto. bbox=[39, 286, 291, 312]
masthead bbox=[39, 14, 1585, 39]
paragraph: Salillas declaró que los radicales ven con simpatía la permanencia de los liberales en el poder, y dijo que mientras los conservadores no rectifiquen, serán un peligro para la paz pública. bbox=[303, 387, 555, 439]
guerra-kicker: Por teléfono y telégrafo bbox=[907, 875, 1010, 888]
paragraph: Maciá manifestó que todos son malos. bbox=[313, 440, 488, 454]
dateline: Bilbao, 21, 11,15. bbox=[1534, 837, 1614, 849]
paragraph: Manifestó que en Cuba y Melilla, al ir á campaña los oficiales, no querían ascender; pero después venían las propuestas y venían las ambiciones, pues los que se juzgaban con merecimientos pedían las recompensas. bbox=[39, 1101, 291, 1154]
corresponsal-note: (De nuestro corresponsal) bbox=[637, 619, 750, 631]
ecos-sociedad-title: Ecos de Sociedad bbox=[355, 1428, 503, 1497]
combates-article bbox=[833, 1982, 1085, 2009]
senado-article bbox=[303, 577, 555, 1403]
victoria-heading: "Victoria Eugenia" bbox=[898, 487, 1019, 505]
column-rule bbox=[561, 47, 562, 2278]
paragraph: De Gastyne, Roth, Shalber, Perry, Douchet, Nicol (cap.), Tallet, Jacolliet, Mathieu, Bard, Bacrot, Suplentes: Bouteron, Pack, Casseaux, Engels. bbox=[1103, 570, 1348, 607]
irun-article bbox=[1099, 366, 1352, 537]
paragraph: Víctima de penosa dolencia ha fallecido en esta capital el conocido señor don Ezequiel Roldán Rosel. bbox=[568, 460, 820, 486]
paragraph: Como vivía aún, fué trasladado inmediatamente á la Casa de Socorro de la calle de San Marcial, donde el médico de guardia señor Casanovas le practicó la primera cura, apreciando desde el primer momento la gravedad de la herida, pues la bala había perforado el pulmón izquierdo interesando el sutco aparato interno, quedando allí alojada. bbox=[1365, 320, 1614, 412]
suicidio-article bbox=[1365, 136, 1614, 523]
separator bbox=[1099, 224, 1352, 226]
paragraph: Sostuvo que los conservadores no tenían derecho á hablar de leyes malas, puesto que no enmendaron las que repudiaban como tales. bbox=[39, 1739, 291, 1779]
paragraph: La próxima primavera se verificará en Madrid el matrimonio civil de la linda señorita Amparo Fuentes Bustillo y Nieulant, hija única de los marqueses de Vilamar y de Villamagna, con el distinguido oficial del ejército señor Llorens, hijo del diputado carlista. bbox=[568, 100, 820, 166]
paragraph: Después se aprobó el texto de la reforma de los servicios administrativos, y el proyecto se votó definitivamente, pasándose en seguida al Senado. bbox=[39, 1331, 291, 1371]
paragraph: Lastres pidió que no se vendiera el "Numancia", sino que se convirtiera en Museo ó Escuela, á fin de conservar este glorioso recuerdo de nuestra Armada. bbox=[303, 645, 555, 685]
paragraph: Sostuvo que el fuero, en su esencia, se apoya en un principio eminentemente republicano y autonómico, en el gobierno del pueblo por el pueblo mismo, pues éste organizó sus poderes, señaló y distribuyó sus impuestos, dió garantías á los ciudadanos, intervino en negocios religiosos y eclesiásticos y trató con los reyes y los señores de otras naciones extranjeras. bbox=[1365, 1419, 1614, 1510]
column-5 bbox=[1099, 47, 1352, 2276]
paragraph: Después de breve estancia en esta localidad ha regresado á Barcelona nuestro estimado amigo y compañero en la Prensa don Antonio Peris Mencheta. bbox=[303, 1695, 555, 1735]
paragraph: Ha sido procesado Ramón Beltrán, como supuesto autor del crimen de la calle de Sitjes, cuya víctima fué la ex-patriota Pepita Moreno, cometido en Francia. bbox=[568, 1907, 820, 1946]
